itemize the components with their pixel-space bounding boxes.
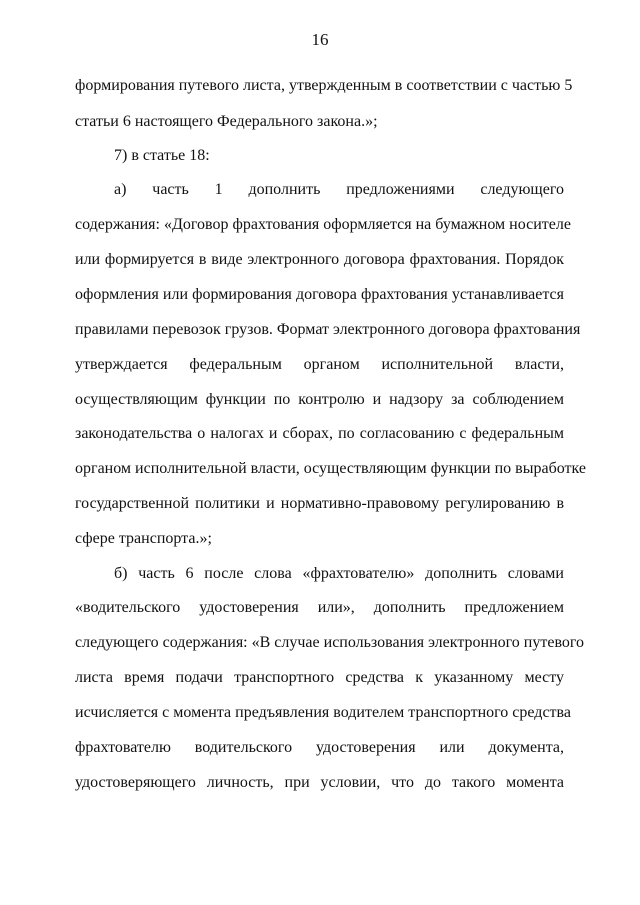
text-line-1: формирования путевого листа, утвержденным в соответствии с частью 5	[75, 77, 573, 94]
text-line-2: статьи 6 настоящего Федерального закона.»;	[75, 113, 378, 130]
text-line-4: а) часть 1 дополнить предложениями следующего	[114, 181, 564, 198]
text-line-14: сфере транспорта.»;	[75, 530, 212, 547]
text-line-16: «водительского удостоверения или», дополнить предложением	[75, 599, 564, 616]
text-line-20: фрахтователю водительского удостоверения или документа,	[75, 739, 564, 756]
text-line-13: государственной политики и нормативно-правовому регулированию в	[75, 495, 564, 512]
text-line-9: утверждается федеральным органом исполнительной власти,	[75, 356, 564, 373]
text-line-5: содержания: «Договор фрахтования оформляется на бумажном носителе	[75, 216, 571, 233]
text-line-19: исчисляется с момента предъявления водителем транспортного средства	[75, 704, 571, 721]
text-line-8: правилами перевозок грузов. Формат электронного договора фрахтования	[75, 321, 581, 338]
text-line-17: следующего содержания: «В случае использования электронного путевого	[75, 634, 585, 651]
text-line-11: законодательства о налогах и сборах, по согласованию с федеральным	[75, 425, 564, 442]
text-line-6: или формируется в виде электронного договора фрахтования. Порядок	[75, 251, 564, 268]
text-line-10: осуществляющим функции по контролю и надзору за соблюдением	[75, 391, 564, 408]
text-line-3: 7) в статье 18:	[114, 147, 210, 164]
text-line-12: органом исполнительной власти, осуществляющим функции по выработке	[75, 460, 586, 477]
text-line-15: б) часть 6 после слова «фрахтователю» дополнить словами	[114, 565, 564, 582]
text-line-18: листа время подачи транспортного средства к указанному месту	[75, 669, 564, 686]
page-number: 16	[311, 30, 329, 49]
text-line-7: оформления или формирования договора фрахтования устанавливается	[75, 286, 564, 303]
text-line-21: удостоверяющего личность, при условии, что до такого момента	[75, 774, 564, 791]
